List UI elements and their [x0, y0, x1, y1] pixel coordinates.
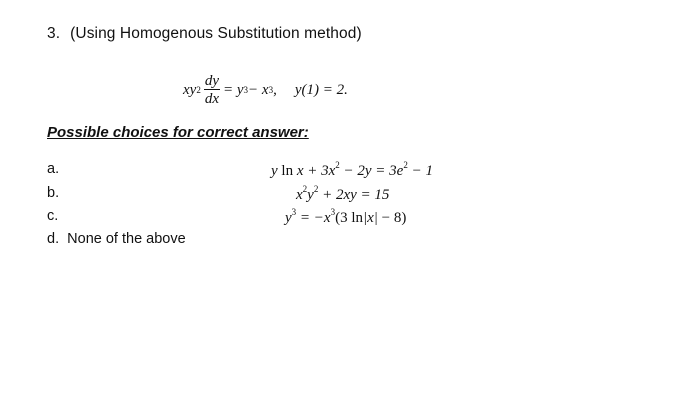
choice-b-exp1: 2	[302, 184, 308, 194]
choice-a-part3: − 2y = 3e	[339, 163, 404, 179]
choice-b-letter: b.	[47, 185, 60, 201]
choice-b-expression	[296, 184, 389, 204]
choice-d-text: None of the above	[67, 231, 186, 247]
choice-c-abs-x: |x|	[363, 210, 378, 226]
choice-b-part3: + 2xy = 15	[318, 187, 390, 203]
eq-rhs-comma: ,	[273, 81, 277, 98]
choice-c-part5: − 8)	[377, 210, 407, 226]
choice-c-letter: c.	[47, 208, 59, 224]
eq-frac-denominator: dx	[204, 91, 219, 107]
choice-c-part1: y	[285, 210, 292, 226]
choice-a-part1: y	[271, 163, 282, 179]
eq-frac-numerator: dy	[204, 73, 219, 89]
question-title	[47, 25, 362, 43]
eq-derivative-fraction	[204, 73, 220, 107]
choice-a-part2: x + 3x	[293, 163, 336, 179]
eq-rhs-mid: − x	[248, 81, 269, 98]
choice-a-part4: − 1	[407, 163, 433, 179]
choice-b-exp2: 2	[313, 184, 319, 194]
choice-b-part2: y	[307, 187, 314, 203]
choice-c-exp2: 3	[330, 207, 336, 217]
choice-a-exp2: 2	[403, 160, 408, 170]
eq-lhs-factor: xy	[183, 81, 197, 98]
choice-c-exp1: 3	[291, 207, 297, 217]
question-title-text: (Using Homogenous Substitution method)	[70, 25, 362, 42]
choice-c-expression	[285, 207, 406, 227]
choice-d	[47, 231, 186, 247]
choice-c-ln: ln	[351, 210, 363, 226]
choice-a-letter: a.	[47, 161, 60, 177]
choice-a-exp1: 2	[335, 160, 340, 170]
choices-heading: Possible choices for correct answer:	[47, 124, 309, 141]
initial-condition: y(1) = 2.	[294, 81, 348, 98]
differential-equation	[183, 70, 348, 110]
choice-c-part3: (3	[335, 210, 352, 226]
choice-c-part2: = −x	[296, 210, 331, 226]
eq-rhs-exp1: 3	[243, 85, 249, 95]
question-number: 3.	[47, 25, 61, 42]
choice-a-expression	[271, 160, 433, 180]
eq-rhs: = y	[223, 81, 244, 98]
eq-rhs-exp2: 3	[268, 85, 274, 95]
choice-a-ln: ln	[281, 163, 294, 179]
choice-d-letter: d.	[47, 231, 60, 247]
choice-b-part1: x	[296, 187, 303, 203]
eq-lhs-exp: 2	[196, 85, 201, 95]
